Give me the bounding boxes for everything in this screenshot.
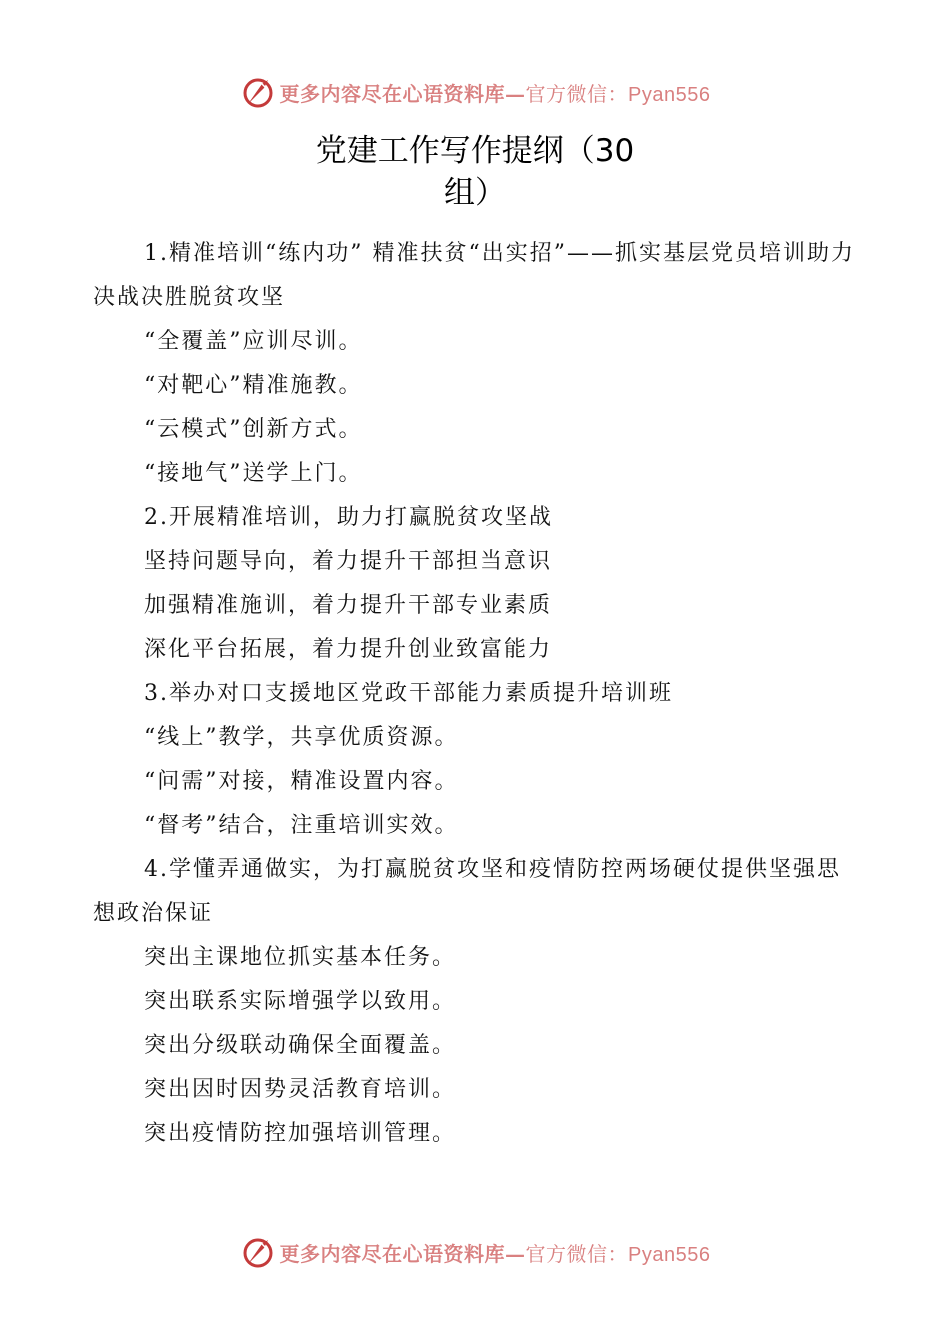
watermark-text [280,1238,711,1267]
paragraph-19: 突出疫情防控加强培训管理。 [144,1121,457,1146]
paragraph-16: 突出联系实际增强学以致用。 [144,989,457,1014]
paragraph-2: “全覆盖”应训尽训。 [144,329,363,354]
page-title-line-2: 组） [444,175,506,211]
quill-logo-icon [240,1234,276,1270]
paragraph-17: 突出分级联动确保全面覆盖。 [144,1033,457,1058]
paragraph-11: “线上”教学，共享优质资源。 [144,725,459,750]
watermark-label: 更多内容尽在心语资料库— [279,81,526,106]
page-title-line-1: 党建工作写作提纲（30 [315,133,635,169]
paragraph-4: “云模式”创新方式。 [144,417,363,442]
paragraph-1: 1.精准培训“练内功” 精准扶贫“出实招”——抓实基层党员培训助力决战决胜脱贫攻坚 [93,241,855,310]
paragraph-9: 深化平台拓展，着力提升创业致富能力 [144,637,553,662]
paragraph-10: 3.举办对口支援地区党政干部能力素质提升培训班 [144,681,673,706]
watermark-handle: Pyan556 [628,83,711,106]
paragraph-14: 4.学懂弄通做实，为打赢脱贫攻坚和疫情防控两场硬仗提供坚强思想政治保证 [93,857,841,926]
paragraph-8: 加强精准施训，着力提升干部专业素质 [144,593,553,618]
watermark-text [280,78,711,107]
watermark-banner-bottom [0,1232,950,1272]
watermark-handle: Pyan556 [628,1243,711,1266]
watermark-suffix: 官方微信： [525,81,629,106]
document-body [93,232,863,1156]
paragraph-15: 突出主课地位抓实基本任务。 [144,945,457,970]
paragraph-6: 2.开展精准培训，助力打赢脱贫攻坚战 [144,505,553,530]
paragraph-13: “督考”结合，注重培训实效。 [144,813,459,838]
quill-logo-icon [240,74,276,110]
page-title [0,130,950,214]
paragraph-18: 突出因时因势灵活教育培训。 [144,1077,457,1102]
paragraph-3: “对靶心”精准施教。 [144,373,363,398]
paragraph-12: “问需”对接，精准设置内容。 [144,769,459,794]
watermark-suffix: 官方微信： [525,1241,629,1266]
paragraph-5: “接地气”送学上门。 [144,461,363,486]
watermark-label: 更多内容尽在心语资料库— [279,1241,526,1266]
paragraph-7: 坚持问题导向，着力提升干部担当意识 [144,549,553,574]
watermark-banner-top [0,72,950,112]
